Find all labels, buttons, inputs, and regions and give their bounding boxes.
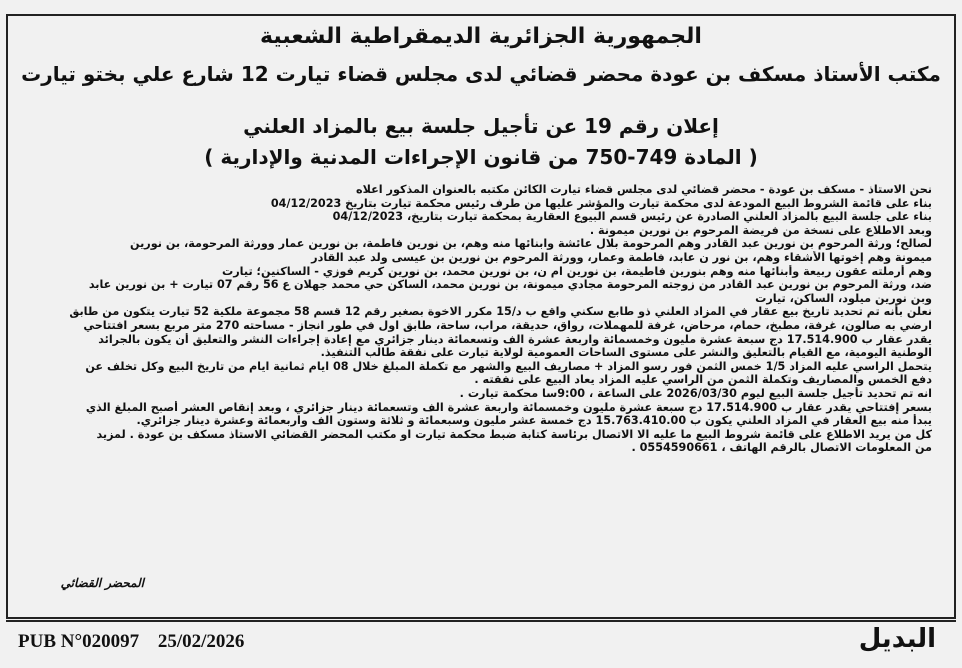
body-line: ارضي به صالون، غرفة، مطبخ، حمام، مرحاض، غرفة للمهملات، رواق، حديقة، مراب، ساحة، طابق اول في طور انجاز - مساحته 270 متر مربع بسعر افتتاحي <box>83 318 932 332</box>
body-line: ميمونة وهم إخوتها الأشقاء وهم، بن نور ن عابد، فاطمة وعمار، وورثة المرحوم بن نورين بن عيسى ولد عبد القادر <box>311 250 932 264</box>
footer-divider <box>6 620 956 622</box>
body-line: بسعر إفتتاحي يقدر عقار ب 17.514.900 دج سبعة عشرة مليون وخمسمائة واربعة عشرة الف وتسعمائة دينار جزائري ، وبعد إنقاص العشر أصبح المبلغ الذي <box>85 400 932 414</box>
body-line: بناء على جلسة البيع بالمزاد العلني الصادرة عن رئيس قسم البيوع العقارية بمحكمة تيارت بتاريخ، 04/12/2023 <box>332 210 932 224</box>
body-line: الوطنية اليومية، مع القيام بالتعليق والنشر على مستوى الساحات العمومية لولاية تيارت على نفقة طالب التنفيذ. <box>320 346 932 360</box>
body-line: لصالح؛ ورثة المرحوم بن نورين عبد القادر وهم المرحومة بلال عائشة وابنائها منه وهم، بن نورين فاطمة، بن نورين عمار وورثة المرحومة، بن نورين <box>130 237 932 251</box>
republic-heading: الجمهورية الجزائرية الديمقراطية الشعبية <box>260 24 702 49</box>
notice-body <box>30 183 932 455</box>
body-line: وهم أرملته عقون ربيعة وأبنائها منه وهم بنورين فاطيمة، بن نورين ام ن، بن نورين محمد، بن نورين كريم فوزي - الساكنين؛ تيارت <box>222 264 932 278</box>
body-line: نعلن بأنه تم تحديد تاريخ بيع عقار في المزاد العلني ذو طابع سكني واقع ب د/15 مكرر الاخوة بصغير رقم 12 قسم 58 مجموعة ملكية 52 تيارت يتكون من طابق <box>69 305 932 319</box>
body-line: من المعلومات الاتصال بالرقم الهاتف ، 0554590661 . <box>631 441 932 455</box>
body-line: انه تم تحديد تأجيل جلسة البيع ليوم 2026/03/30 على الساعة ، 9:00سا محكمة تيارت . <box>459 386 932 400</box>
publication-info <box>18 631 258 653</box>
pub-date: 25/02/2026 <box>157 631 245 652</box>
body-line: نحن الاستاذ - مسكف بن عودة - محضر قضائي لدى مجلس قضاء تيارت الكائن مكتبه بالعنوان المذكور اعلاه <box>356 183 932 196</box>
newspaper-logo: البديل <box>858 624 936 654</box>
office-heading: مكتب الأستاذ مسكف بن عودة محضر قضائي لدى مجلس قضاء تيارت 12 شارع علي بختو تيارت <box>21 62 941 86</box>
bailiff-signature: المحضر القضائي <box>60 576 144 590</box>
body-line: كل من يريد الاطلاع على قائمة شروط البيع ما عليه الا الاتصال برئاسة كتابة ضبط محكمة تيارت او مكتب المحضر القضائي الاستاذ مسكف بن عودة . لمزيد <box>96 427 932 441</box>
pub-number: PUB N°020097 <box>18 631 140 652</box>
body-line: يتحمل الراسي عليه المزاد 1/5 خمس الثمن فور رسو المزاد + مصاريف البيع والشهر مع تكملة المبلغ خلال 08 ايام ثمانية ايام من تاريخ البيع وكل تخلف عن <box>85 359 932 373</box>
body-line: وبعد الاطلاع على نسخة من فريضة المرحوم بن نورين ميمونة . <box>589 223 932 237</box>
notice-title: إعلان رقم 19 عن تأجيل جلسة بيع بالمزاد العلني <box>243 114 719 138</box>
body-line: دفع الخمس والمصاريف وتكملة الثمن من الراسي عليه المزاد يعاد البيع على نفقته . <box>474 373 932 387</box>
body-line: يبدأ منه بيع العقار في المزاد العلني يكون ب 15.763.410.00 دج خمسة عشر مليون وسبعمائة و ثلاثة وستون الف واربعمائة وعشرة دينار جزائري. <box>136 414 932 428</box>
body-line: وبن نورين ميلود، الساكن، تيارت <box>755 291 932 305</box>
body-line: ضد، ورثة المرحوم بن نورين عبد القادر من زوجته المرحومة مجادي ميمونة، بن نورين محمد، الساكن حي محمد جهلان ع 56 رقم 07 تيارت + بن نورين عابد <box>88 278 932 292</box>
body-line: بناء على قائمة الشروط البيع المودعة لدى محكمة تيارت والمؤشر عليها من طرف رئيس محكمة تيارت بتاريخ 04/12/2023 <box>270 196 932 210</box>
law-reference: ( المادة 749-750 من قانون الإجراءات المدنية والإدارية ) <box>204 145 758 169</box>
body-line: يقدر عقار ب 17.514.900 دج سبعة عشرة مليون وخمسمائة واربعة عشرة الف وتسعمائة دينار جزائري مع إعادة إجراءات النشر والتعليق أن يكون بالجرائد <box>98 332 932 346</box>
